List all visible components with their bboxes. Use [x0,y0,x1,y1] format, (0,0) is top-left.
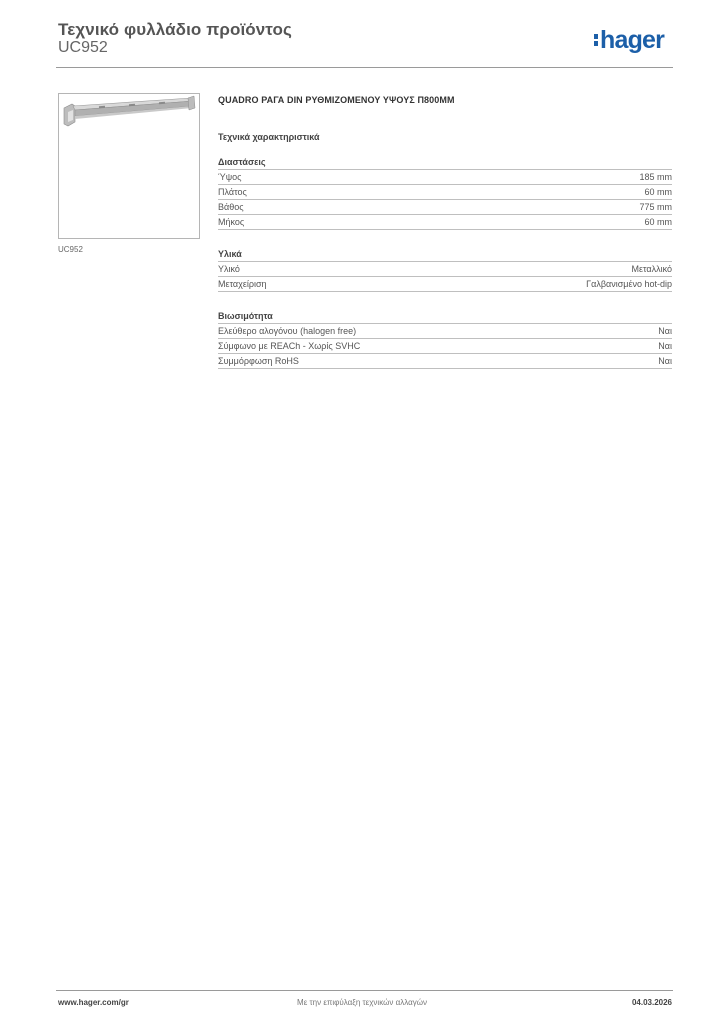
spec-label: Μήκος [218,217,245,227]
footer-website-link[interactable]: www.hager.com/gr [58,998,129,1007]
footer-notice: Με την επιφύλαξη τεχνικών αλλαγών [297,998,427,1007]
spec-row [218,261,672,276]
hager-logo [594,28,664,53]
spec-value: 775 mm [639,202,672,212]
spec-content [218,95,672,369]
spec-row [218,276,672,292]
logo-text: hager [600,26,665,54]
spec-row [218,353,672,369]
spec-row [218,199,672,214]
image-caption: UC952 [58,245,83,254]
header-divider [56,67,673,68]
product-code-heading: UC952 [58,39,108,56]
spec-value: 60 mm [644,187,672,197]
spec-label: Ελεύθερο αλογόνου (halogen free) [218,326,357,336]
spec-row [218,169,672,184]
spec-group-dimensions [218,157,672,230]
spec-value: Μεταλλικό [631,264,672,274]
spec-group-materials [218,249,672,292]
spec-label: Σύμφωνο με REACh - Χωρίς SVHC [218,341,361,351]
spec-group-sustainability [218,311,672,369]
spec-value: Ναι [658,341,672,351]
product-title: QUADRO ΡΑΓΑ DIN ΡΥΘΜΙΖΟΜΕΝΟΥ ΥΨΟΥΣ Π800ΜΜ [218,95,455,105]
spec-value: Ναι [658,356,672,366]
group-title: Βιωσιμότητα [218,311,273,321]
spec-row [218,323,672,338]
spec-row [218,184,672,199]
spec-row [218,214,672,230]
spec-value: Γαλβανισμένο hot-dip [586,279,672,289]
spec-label: Συμμόρφωση RoHS [218,356,299,366]
product-image-frame [58,93,200,239]
spec-label: Πλάτος [218,187,247,197]
spec-value: 185 mm [639,172,672,182]
group-title: Υλικά [218,249,242,259]
spec-value: 60 mm [644,217,672,227]
spec-row [218,338,672,353]
specs-heading: Τεχνικά χαρακτηριστικά [218,132,320,142]
spec-label: Υλικό [218,264,240,274]
document-title: Τεχνικό φυλλάδιο προϊόντος [58,20,292,39]
spec-label: Μεταχείριση [218,279,267,289]
spec-label: Βάθος [218,202,244,212]
footer-date: 04.03.2026 [631,998,672,1007]
group-title: Διαστάσεις [218,157,266,167]
din-rail-product-image [59,94,199,238]
spec-value: Ναι [658,326,672,336]
logo-dots-icon [594,28,598,48]
footer-divider [56,990,673,991]
spec-label: Ύψος [218,172,242,182]
